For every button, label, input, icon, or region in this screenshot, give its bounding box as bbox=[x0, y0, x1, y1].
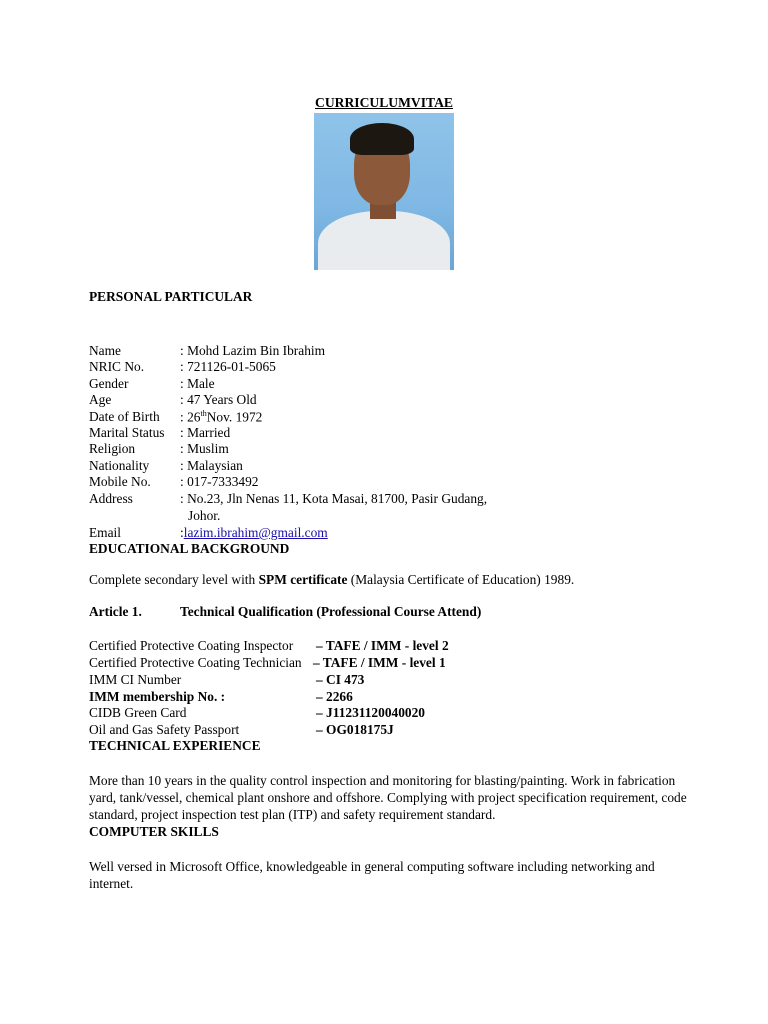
qualification-value: – J11231120040020 bbox=[316, 705, 425, 720]
field-nationality-label: Nationality bbox=[89, 458, 150, 473]
profile-photo bbox=[314, 113, 454, 270]
field-email-value: :lazim.ibrahim@gmail.com bbox=[180, 525, 328, 540]
article-number: Article 1. bbox=[89, 604, 142, 619]
article-title: Technical Qualification (Professional Course Attend) bbox=[180, 604, 482, 619]
email-link[interactable]: lazim.ibrahim@gmail.com bbox=[183, 525, 328, 540]
personal-heading: PERSONAL PARTICULAR bbox=[89, 289, 253, 304]
field-gender-value: : Male bbox=[180, 376, 215, 391]
field-address-value: : No.23, Jln Nenas 11, Kota Masai, 81700, Pasir Gudang, bbox=[180, 491, 488, 506]
field-marital-value: : Married bbox=[180, 425, 231, 440]
field-name-label: Name bbox=[89, 343, 121, 358]
qualification-label: CIDB Green Card bbox=[89, 705, 187, 720]
qualification-value: – TAFE / IMM - level 1 bbox=[313, 655, 446, 670]
qualification-label: Certified Protective Coating Technician bbox=[89, 655, 302, 670]
photo-shirt bbox=[318, 211, 450, 270]
field-dob-value: : 26thNov. 1972 bbox=[180, 409, 263, 425]
qualification-label: Certified Protective Coating Inspector bbox=[89, 638, 294, 653]
field-religion-value: : Muslim bbox=[180, 441, 229, 456]
field-nric-label: NRIC No. bbox=[89, 359, 145, 374]
field-religion-label: Religion bbox=[89, 441, 136, 456]
field-email-label: Email bbox=[89, 525, 121, 540]
field-nationality-value: : Malaysian bbox=[180, 458, 243, 473]
field-mobile-label: Mobile No. bbox=[89, 474, 151, 489]
field-dob-label: Date of Birth bbox=[89, 409, 160, 424]
photo-hair bbox=[350, 123, 414, 155]
field-nric-value: : 721126-01-5065 bbox=[180, 359, 276, 374]
qualification-label: IMM CI Number bbox=[89, 672, 182, 687]
qualification-label: Oil and Gas Safety Passport bbox=[89, 722, 240, 737]
field-mobile-value: : 017-7333492 bbox=[180, 474, 259, 489]
qualification-label: IMM membership No. : bbox=[89, 689, 226, 704]
qualification-value: – CI 473 bbox=[316, 672, 365, 687]
field-gender-label: Gender bbox=[89, 376, 129, 391]
field-age-label: Age bbox=[89, 392, 112, 407]
qualification-value: – TAFE / IMM - level 2 bbox=[316, 638, 449, 653]
field-marital-label: Marital Status bbox=[89, 425, 165, 440]
field-age-value: : 47 Years Old bbox=[180, 392, 257, 407]
qualification-value: – OG018175J bbox=[316, 722, 394, 737]
education-text: Complete secondary level with SPM certificate (Malaysia Certificate of Education) 1989. bbox=[89, 572, 575, 587]
field-address-label: Address bbox=[89, 491, 133, 506]
document-title: CURRICULUMVITAE bbox=[315, 95, 453, 110]
field-address-line2: Johor. bbox=[188, 508, 221, 523]
experience-text: More than 10 years in the quality control inspection and monitoring for blasting/painting. Work in fabrication yard, tank/vessel, chemical plant onshore and offshore. Complying with project specification requirement, code standard, project inspection test plan (ITP) and safety requirement standard. bbox=[89, 773, 687, 822]
qualification-value: – 2266 bbox=[316, 689, 353, 704]
computer-heading: COMPUTER SKILLS bbox=[89, 824, 219, 839]
experience-heading: TECHNICAL EXPERIENCE bbox=[89, 738, 261, 753]
education-heading: EDUCATIONAL BACKGROUND bbox=[89, 541, 290, 556]
field-name-value: : Mohd Lazim Bin Ibrahim bbox=[180, 343, 326, 358]
computer-text: Well versed in Microsoft Office, knowledgeable in general computing software including networking and internet. bbox=[89, 859, 655, 891]
